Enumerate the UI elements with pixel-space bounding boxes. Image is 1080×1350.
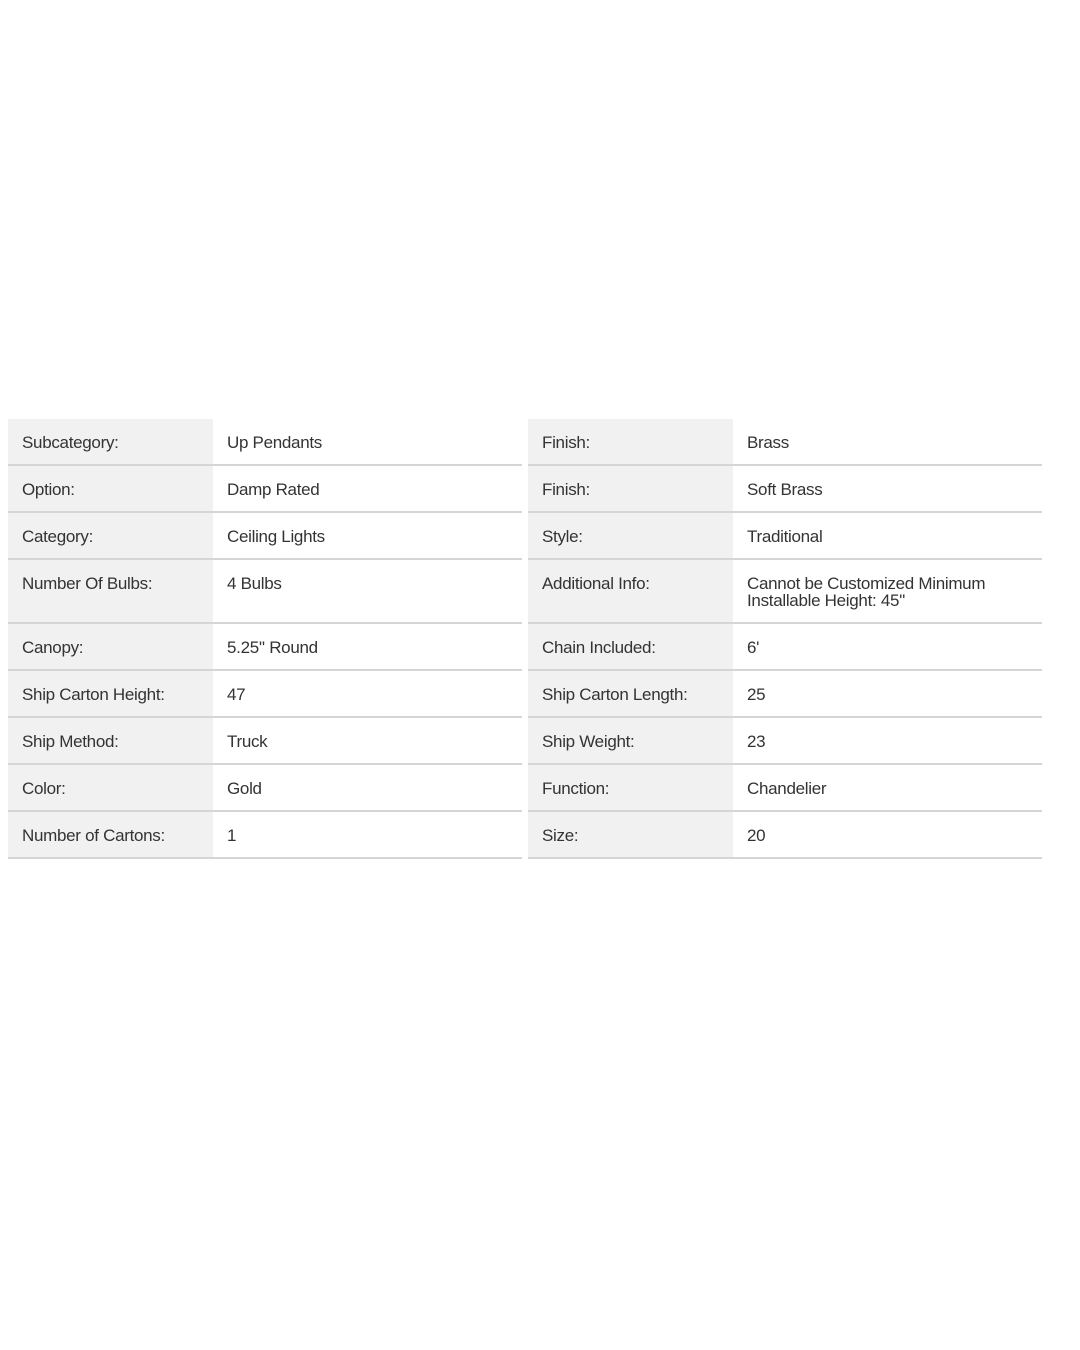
spec-value: Soft Brass — [733, 465, 1042, 512]
spec-label: Size: — [528, 811, 733, 858]
spec-label: Subcategory: — [8, 419, 213, 465]
table-row — [528, 512, 1042, 559]
spec-value: 20 — [733, 811, 1042, 858]
table-row — [528, 764, 1042, 811]
spec-label: Number of Cartons: — [8, 811, 213, 858]
spec-value: Chandelier — [733, 764, 1042, 811]
spec-label: Style: — [528, 512, 733, 559]
spec-label: Finish: — [528, 465, 733, 512]
table-row — [8, 419, 522, 465]
spec-label: Number Of Bulbs: — [8, 559, 213, 623]
table-row — [528, 811, 1042, 858]
spec-value: Damp Rated — [213, 465, 522, 512]
spec-label: Color: — [8, 764, 213, 811]
spec-value: Brass — [733, 419, 1042, 465]
table-row — [528, 623, 1042, 670]
spec-value: Traditional — [733, 512, 1042, 559]
spec-value: Up Pendants — [213, 419, 522, 465]
table-row — [8, 670, 522, 717]
spec-table-right — [528, 419, 1042, 859]
spec-value: 5.25'' Round — [213, 623, 522, 670]
spec-value: 1 — [213, 811, 522, 858]
table-row — [8, 811, 522, 858]
spec-value: 4 Bulbs — [213, 559, 522, 623]
table-row — [8, 465, 522, 512]
table-row — [8, 559, 522, 623]
spec-label: Option: — [8, 465, 213, 512]
spec-value: Truck — [213, 717, 522, 764]
table-row — [528, 465, 1042, 512]
spec-table-left — [8, 419, 522, 859]
spec-value: 6' — [733, 623, 1042, 670]
spec-label: Ship Method: — [8, 717, 213, 764]
spec-value: Cannot be Customized Minimum Installable Height: 45'' — [733, 559, 1042, 623]
spec-value: 47 — [213, 670, 522, 717]
spec-label: Category: — [8, 512, 213, 559]
spec-value: 23 — [733, 717, 1042, 764]
table-row — [528, 670, 1042, 717]
spec-label: Finish: — [528, 419, 733, 465]
spec-label: Additional Info: — [528, 559, 733, 623]
spec-label: Function: — [528, 764, 733, 811]
spec-value: Gold — [213, 764, 522, 811]
spec-label: Chain Included: — [528, 623, 733, 670]
table-row — [8, 623, 522, 670]
table-row — [8, 764, 522, 811]
spec-label: Ship Carton Length: — [528, 670, 733, 717]
table-row — [8, 512, 522, 559]
table-row — [8, 717, 522, 764]
spec-label: Ship Weight: — [528, 717, 733, 764]
table-row — [528, 717, 1042, 764]
spec-value: 25 — [733, 670, 1042, 717]
table-row — [528, 559, 1042, 623]
spec-value: Ceiling Lights — [213, 512, 522, 559]
spec-label: Canopy: — [8, 623, 213, 670]
spec-label: Ship Carton Height: — [8, 670, 213, 717]
table-row — [528, 419, 1042, 465]
